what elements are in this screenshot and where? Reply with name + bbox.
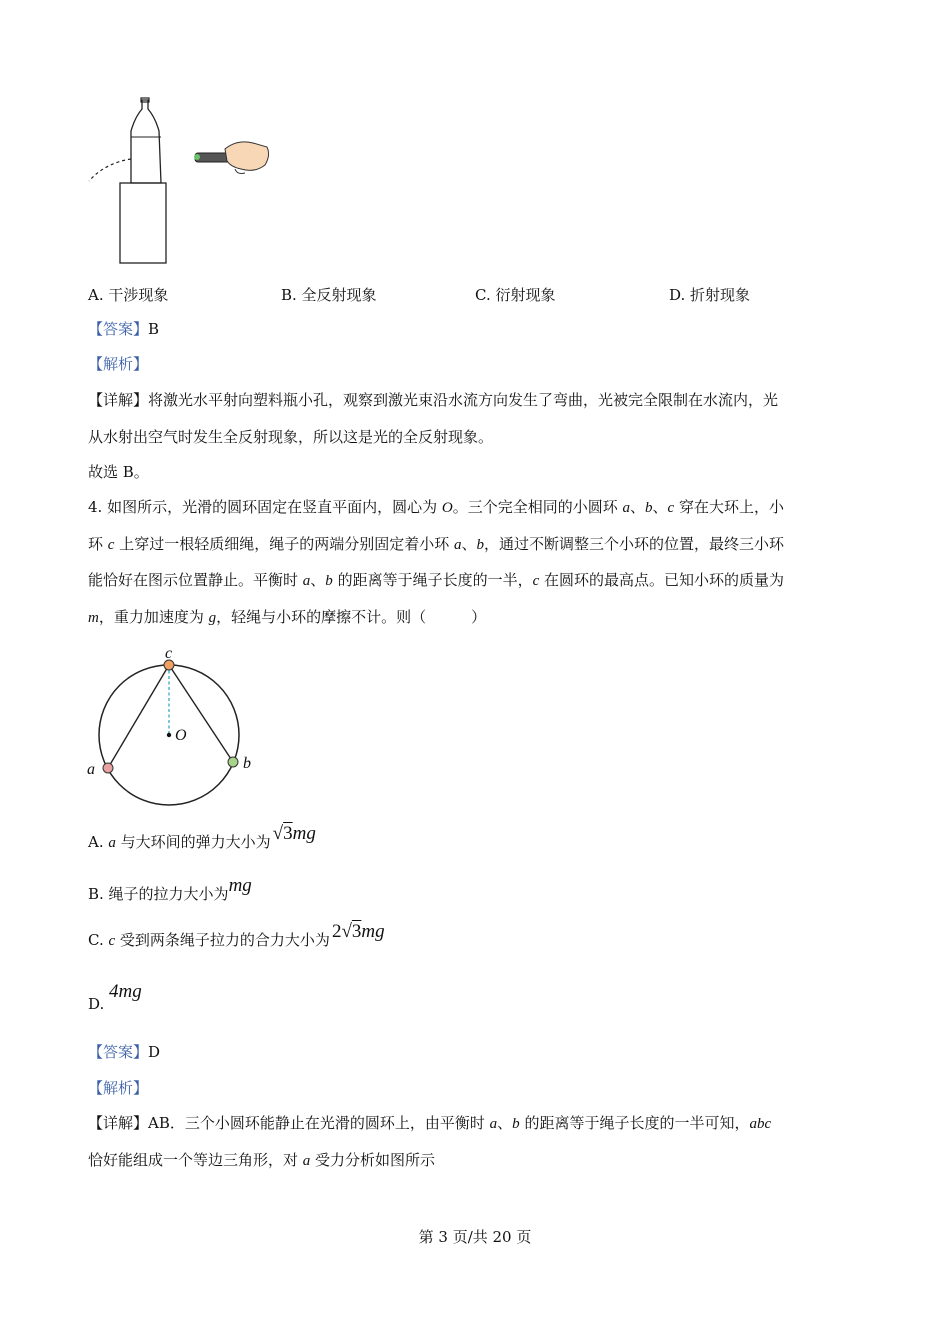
rope-cb <box>169 665 233 762</box>
q4-stem-line-3: 能恰好在图示位置静止。平衡时 a、b 的距离等于绳子长度的一半，c 在圆环的最高点。已知小环的质量为 <box>88 571 785 589</box>
rope-ca <box>108 665 169 768</box>
q4-stem-line-2: 环 c 上穿过一根轻质细绳，绳子的两端分别固定着小环 a、b，通过不断调整三个小环的位置，最终三小环 <box>88 535 785 553</box>
label-a: a <box>87 761 95 778</box>
conclusion: 故选 B。 <box>88 463 149 481</box>
q4-stem-line-1: 4. 如图所示，光滑的圆环固定在竖直平面内，圆心为 O。三个完全相同的小圆环 a、b、c 穿在大环上，小 <box>88 498 784 516</box>
label-O: O <box>175 727 187 744</box>
detail-line-1: 【详解】将激光水平射向塑料瓶小孔，观察到激光束沿水流方向发生了弯曲，光被完全限制在水流内，光 <box>88 391 779 409</box>
bottle-laser-figure <box>85 95 275 267</box>
q4-option-c: C. c 受到两条绳子拉力的合力大小为 2√3mg <box>88 921 385 949</box>
small-ring-a <box>103 763 113 773</box>
math-2sqrt3-mg: 2√3mg <box>331 921 385 942</box>
q4-analysis-heading: 【解析】 <box>88 1079 149 1097</box>
label-b: b <box>243 755 251 772</box>
option-a: A. 干涉现象 <box>88 286 169 304</box>
q4-detail-line-1: 【详解】AB．三个小圆环能静止在光滑的圆环上，由平衡时 a、b 的距离等于绳子长度的一半可知，abc <box>88 1114 772 1132</box>
answer-value: B <box>148 320 160 338</box>
page-footer: 第 3 页/共 20 页 <box>418 1228 532 1246</box>
q4-option-b: B. 绳子的拉力大小为mg <box>88 875 252 903</box>
math-sqrt3-mg: √3mg <box>272 823 316 844</box>
small-ring-b <box>228 757 238 767</box>
q4-option-a: A. a 与大环间的弹力大小为 √3mg <box>88 823 316 851</box>
analysis-heading: 【解析】 <box>88 355 149 373</box>
label-c: c <box>165 645 173 662</box>
option-d: D. 折射现象 <box>669 286 751 304</box>
detail-tag: 【详解】 <box>88 391 149 409</box>
option-b: B. 全反射现象 <box>281 286 377 304</box>
q4-stem-line-4: m，重力加速度为 g，轻绳与小环的摩擦不计。则（ ） <box>88 608 487 626</box>
ring-figure <box>82 645 252 810</box>
q4-option-d: D. 4mg <box>88 981 142 1013</box>
q4-answer-line: 【答案】D <box>88 1043 161 1061</box>
option-c: C. 衍射现象 <box>475 286 556 304</box>
answer-tag: 【答案】 <box>88 320 149 338</box>
detail-line-2: 从水射出空气时发生全反射现象，所以这是光的全反射现象。 <box>88 428 494 446</box>
q4-detail-line-2: 恰好能组成一个等边三角形，对 a 受力分析如图所示 <box>88 1151 436 1169</box>
answer-line <box>88 318 159 340</box>
center-point <box>167 733 171 737</box>
